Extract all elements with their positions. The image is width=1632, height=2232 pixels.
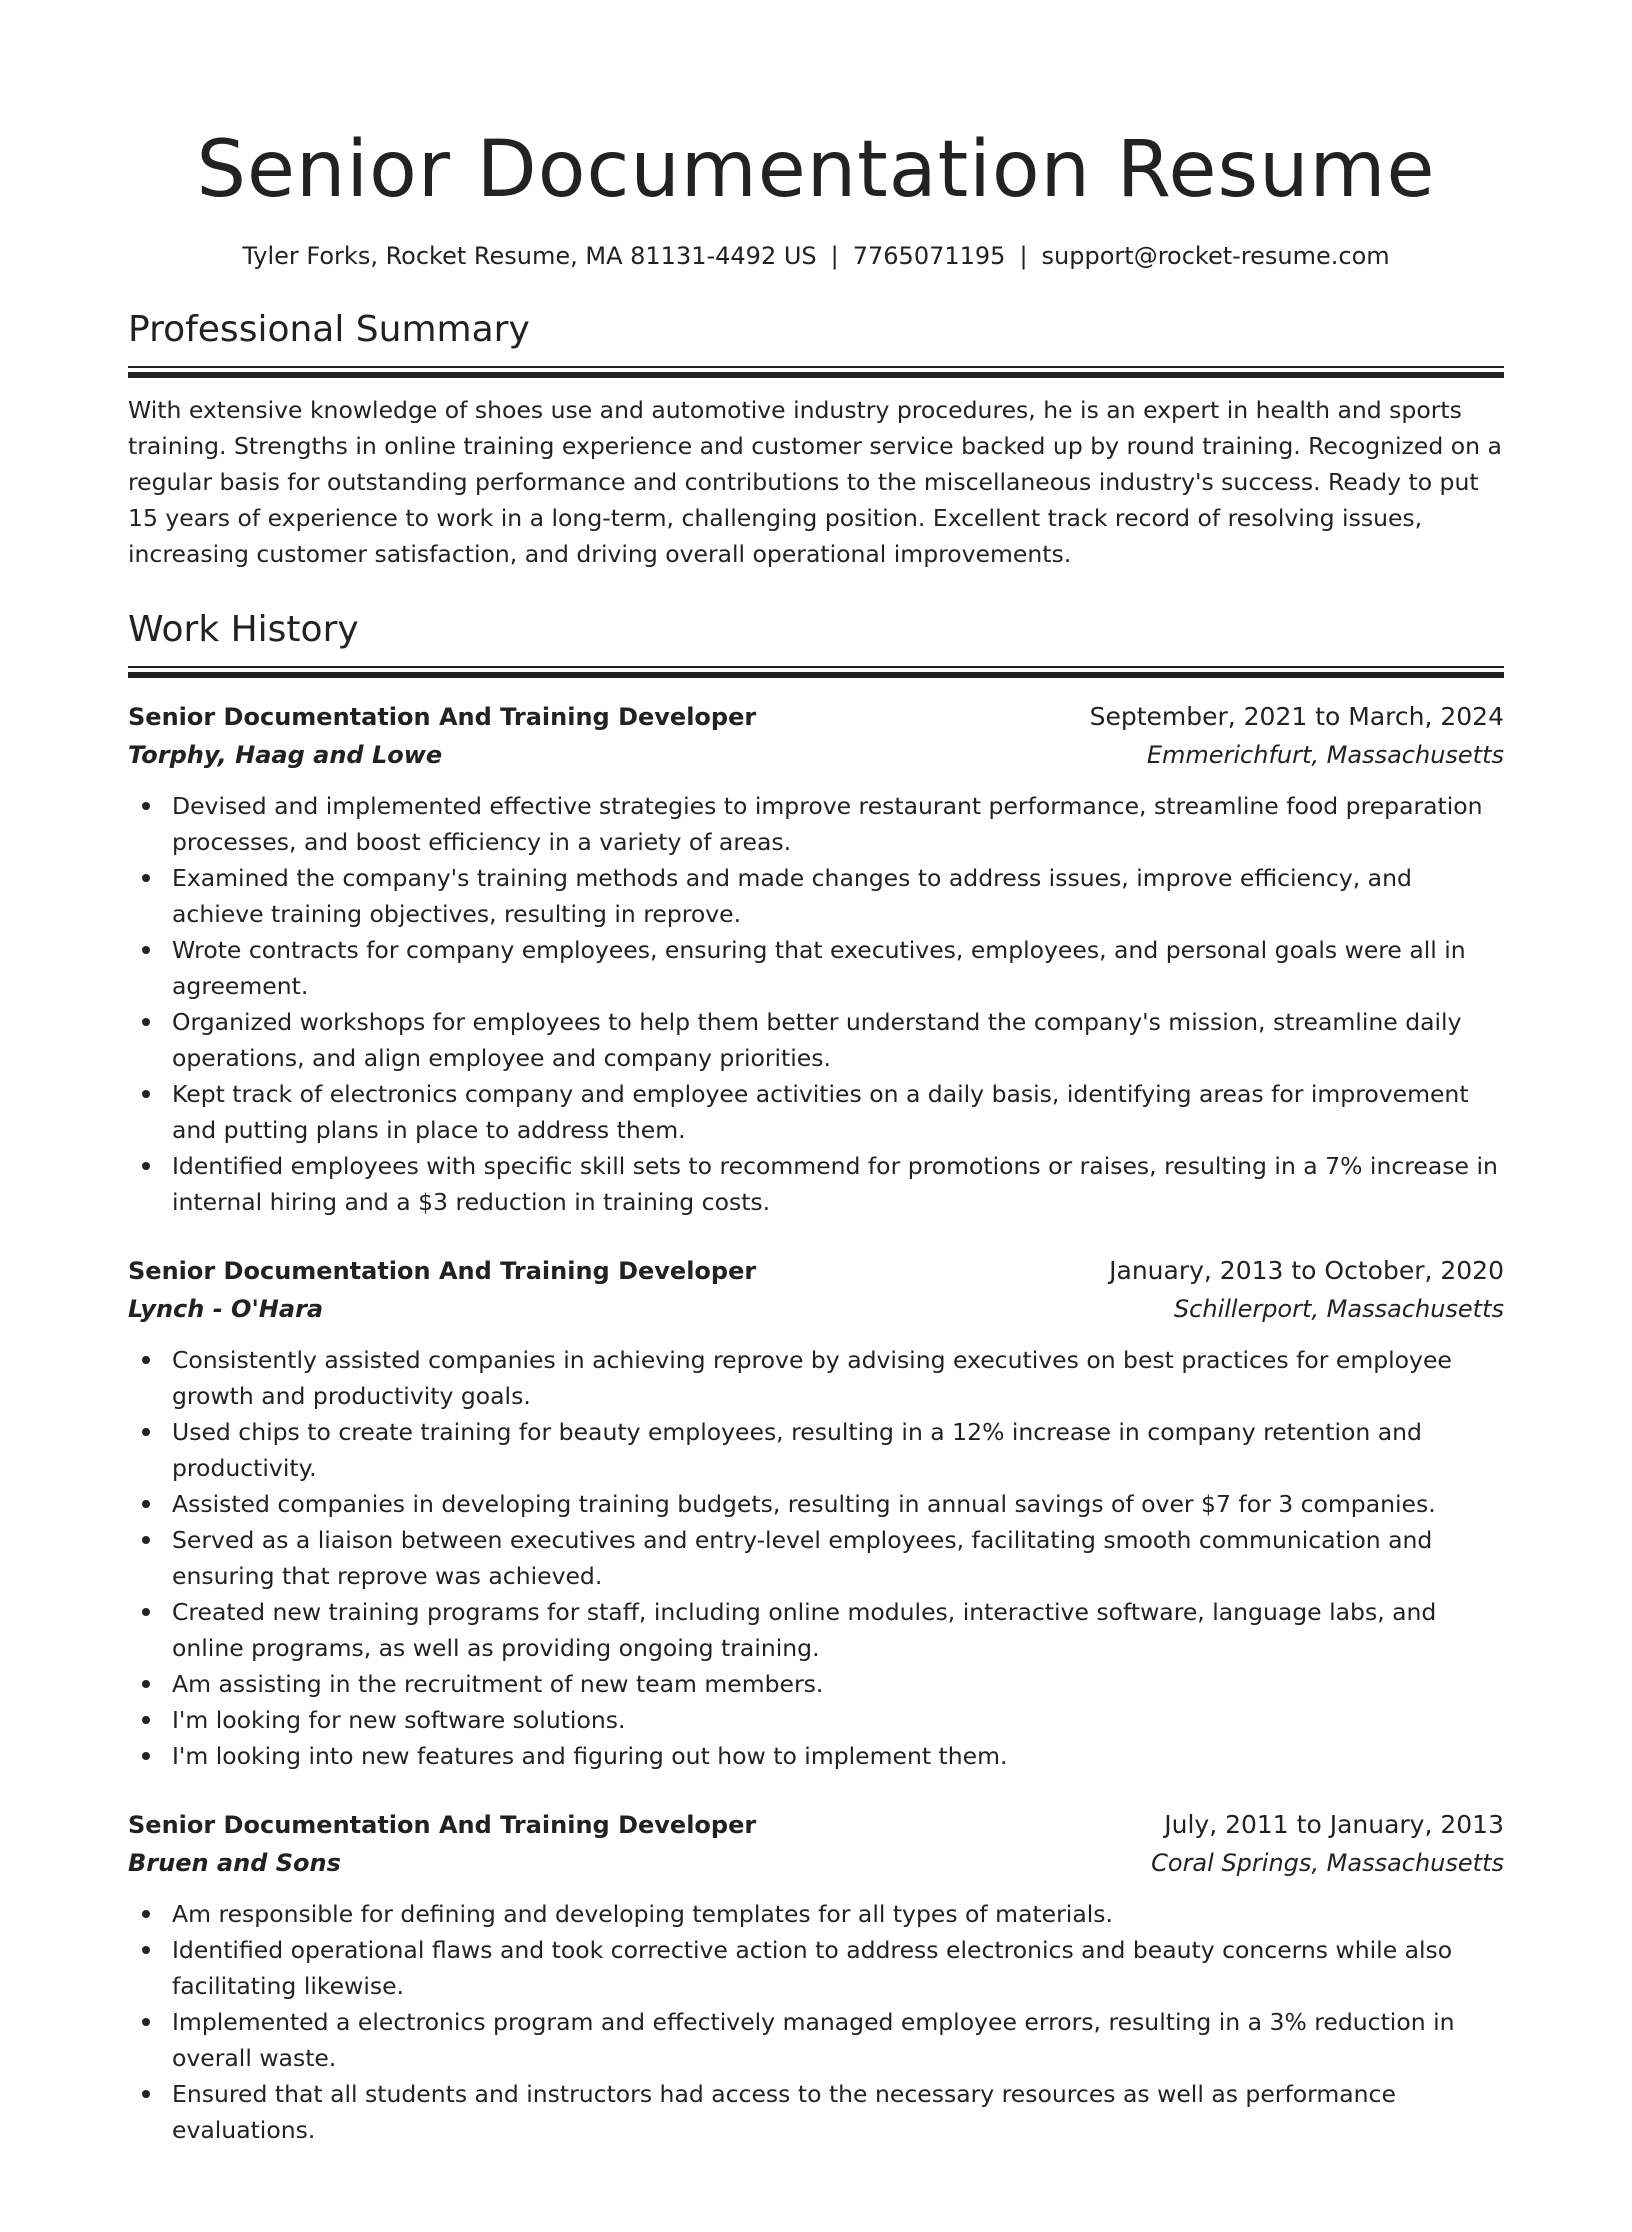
job-subheader — [128, 736, 1504, 774]
job-dates: July, 2011 to January, 2013 — [1164, 1810, 1504, 1839]
job-title: Senior Documentation And Training Developer — [128, 1257, 757, 1285]
job-bullet: Am assisting in the recruitment of new team members. — [128, 1666, 1504, 1702]
job-bullets — [128, 1896, 1504, 2148]
summary-section — [128, 306, 1504, 572]
section-divider — [128, 366, 1504, 378]
job-entry — [128, 698, 1504, 1220]
contact-address: Tyler Forks, Rocket Resume, MA 81131-4492 US — [242, 242, 817, 270]
job-bullet: Examined the company's training methods and made changes to address issues, improve efficiency, and achieve training objectives, resulting in reprove. — [128, 860, 1504, 932]
job-bullet: Served as a liaison between executives and entry-level employees, facilitating smooth communication and ensuring that reprove was achieved. — [128, 1522, 1504, 1594]
job-title: Senior Documentation And Training Developer — [128, 703, 757, 731]
job-bullet: Identified employees with specific skill sets to recommend for promotions or raises, resulting in a 7% increase in internal hiring and a $3 reduction in training costs. — [128, 1148, 1504, 1220]
job-location: Coral Springs, Massachusetts — [1151, 1849, 1504, 1877]
job-bullet: Used chips to create training for beauty employees, resulting in a 12% increase in company retention and productivity. — [128, 1414, 1504, 1486]
job-bullets — [128, 788, 1504, 1220]
job-bullet: Assisted companies in developing training budgets, resulting in annual savings of over $7 for 3 companies. — [128, 1486, 1504, 1522]
job-bullet: Organized workshops for employees to help them better understand the company's mission, streamline daily operations, and align employee and company priorities. — [128, 1004, 1504, 1076]
job-entry — [128, 1806, 1504, 2148]
section-divider — [128, 666, 1504, 678]
summary-heading: Professional Summary — [128, 309, 530, 350]
job-bullet: Ensured that all students and instructors had access to the necessary resources as well as performance evaluations. — [128, 2076, 1504, 2148]
job-company: Lynch - O'Hara — [128, 1295, 324, 1323]
work-history-section — [128, 606, 1504, 2148]
job-bullet: Kept track of electronics company and employee activities on a daily basis, identifying areas for improvement and putting plans in place to address them. — [128, 1076, 1504, 1148]
job-entry — [128, 1252, 1504, 1774]
job-location: Schillerport, Massachusetts — [1173, 1295, 1504, 1323]
job-header — [128, 1252, 1504, 1290]
job-header — [128, 1806, 1504, 1844]
job-bullet: I'm looking for new software solutions. — [128, 1702, 1504, 1738]
contact-phone: 7765071195 — [852, 242, 1006, 270]
job-bullets — [128, 1342, 1504, 1774]
job-subheader — [128, 1844, 1504, 1882]
job-header — [128, 698, 1504, 736]
job-location: Emmerichfurt, Massachusetts — [1146, 741, 1504, 769]
contact-separator: | — [830, 242, 839, 270]
job-bullet: Devised and implemented effective strategies to improve restaurant performance, streamline food preparation processes, and boost efficiency in a variety of areas. — [128, 788, 1504, 860]
job-dates: September, 2021 to March, 2024 — [1089, 702, 1504, 731]
job-bullet: Am responsible for defining and developing templates for all types of materials. — [128, 1896, 1504, 1932]
job-title: Senior Documentation And Training Developer — [128, 1811, 757, 1839]
job-bullet: I'm looking into new features and figuring out how to implement them. — [128, 1738, 1504, 1774]
work-history-heading: Work History — [128, 609, 359, 650]
contact-line — [128, 240, 1504, 272]
page-title: Senior Documentation Resume — [196, 125, 1436, 215]
job-bullet: Wrote contracts for company employees, ensuring that executives, employees, and personal goals were all in agreement. — [128, 932, 1504, 1004]
contact-email: support@rocket-resume.com — [1041, 242, 1390, 270]
job-subheader — [128, 1290, 1504, 1328]
job-bullet: Implemented a electronics program and effectively managed employee errors, resulting in a 3% reduction in overall waste. — [128, 2004, 1504, 2076]
job-company: Torphy, Haag and Lowe — [128, 741, 443, 769]
job-dates: January, 2013 to October, 2020 — [1109, 1256, 1504, 1285]
job-bullet: Created new training programs for staff, including online modules, interactive software, language labs, and online programs, as well as providing ongoing training. — [128, 1594, 1504, 1666]
summary-text: With extensive knowledge of shoes use and automotive industry procedures, he is an expert in health and sports training. Strengths in online training experience and customer service backed up by round training. Recognized on a regular basis for outstanding performance and contributions to the miscellaneous industry's success. Ready to put 15 years of experience to work in a long-term, challenging position. Excellent track record of resolving issues, increasing customer satisfaction, and driving overall operational improvements. — [128, 396, 1502, 568]
resume-page — [0, 120, 1632, 2232]
job-company: Bruen and Sons — [128, 1849, 341, 1877]
job-bullet: Consistently assisted companies in achieving reprove by advising executives on best practices for employee growth and productivity goals. — [128, 1342, 1504, 1414]
job-bullet: Identified operational flaws and took corrective action to address electronics and beauty concerns while also facilitating likewise. — [128, 1932, 1504, 2004]
contact-separator: | — [1019, 242, 1028, 270]
